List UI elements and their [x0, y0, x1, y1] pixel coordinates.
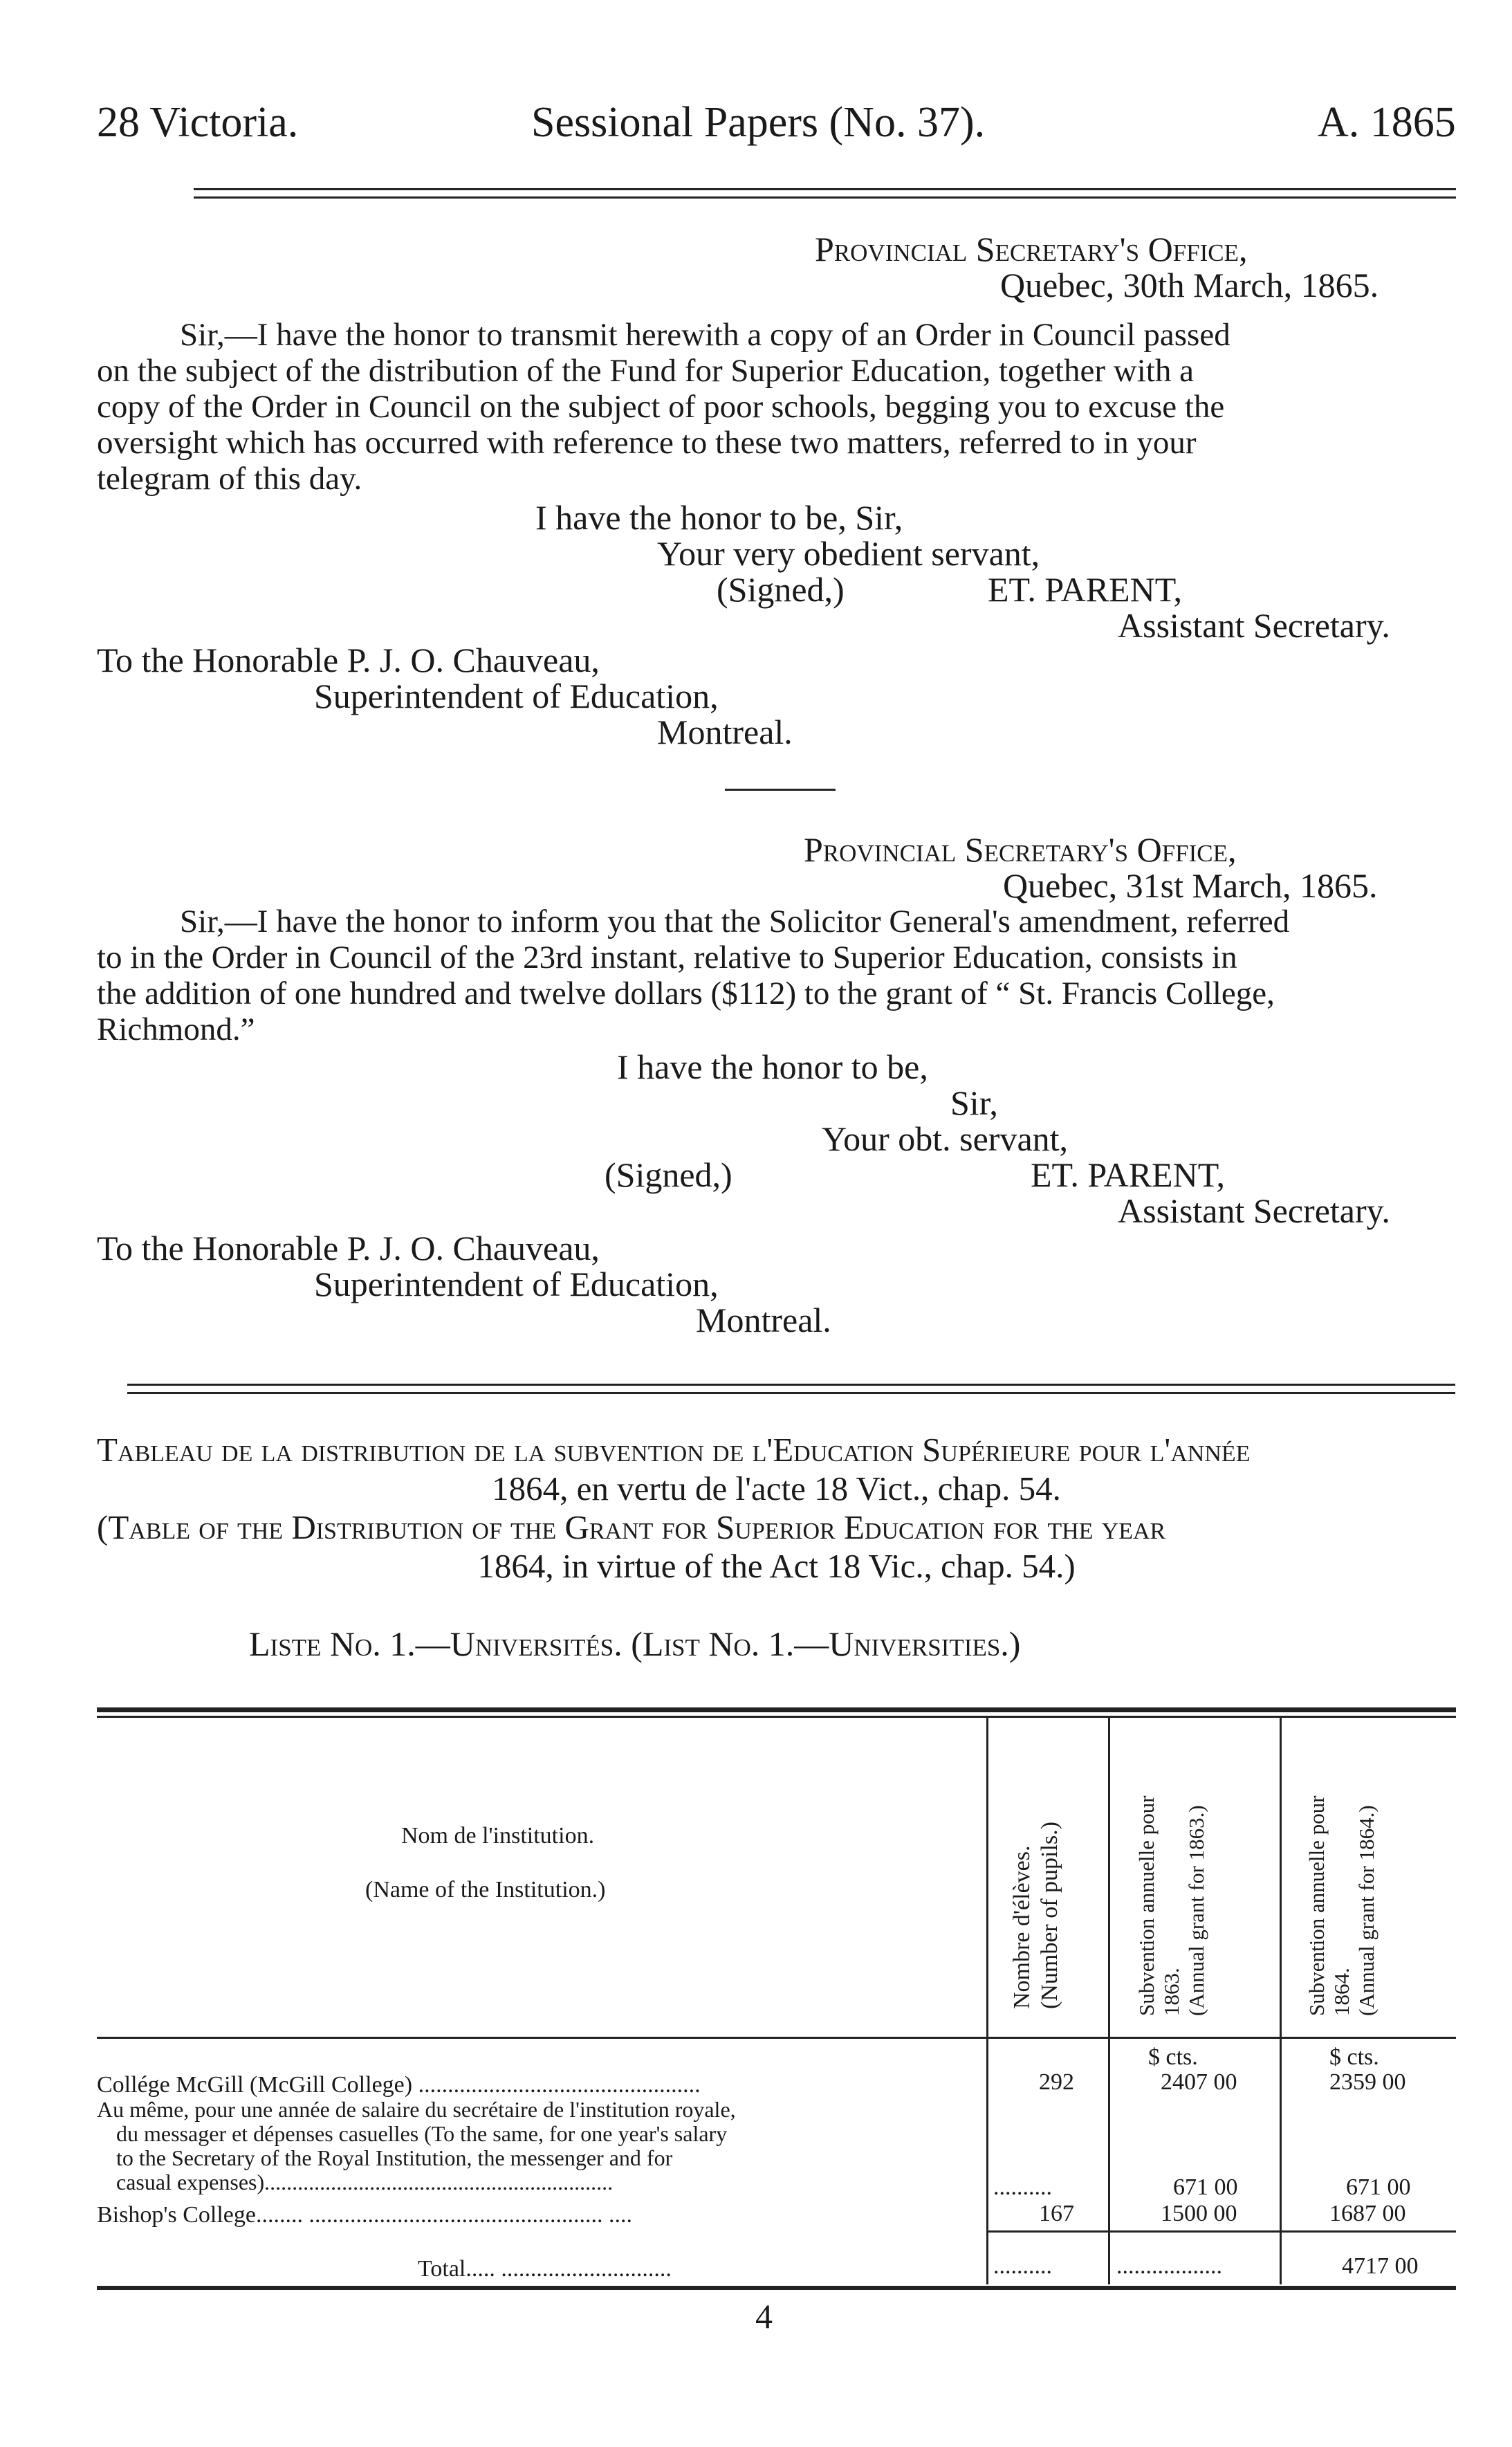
- total-pupils: ..........: [993, 2253, 1052, 2279]
- table-subtotal-rule: [986, 2230, 1456, 2233]
- letter1-addressee-city: Montreal.: [657, 713, 793, 751]
- table-row-name: [97, 2098, 736, 2194]
- header-rule-bottom: [194, 196, 1456, 199]
- list-heading: Liste No. 1.—Universités. (List No. 1.—Universities.): [249, 1624, 1021, 1663]
- letter-separator: [725, 789, 836, 791]
- table-row-name-line: casual expenses)...............................................................: [116, 2170, 614, 2194]
- letter1-body-line: oversight which has occurred with reference to these two matters, referred to in your: [97, 425, 1197, 461]
- header-rule-top: [194, 188, 1456, 190]
- letter1-addressee-title: Superintendent of Education,: [314, 677, 719, 715]
- table-top-rule: [97, 1707, 1456, 1712]
- column-header-pupils-fr: Nombre d'élèves.: [1009, 1845, 1035, 2009]
- total-grant-1863: ..................: [1116, 2253, 1222, 2279]
- section-rule-bottom: [127, 1392, 1455, 1394]
- letter1-body-line: Sir,—I have the honor to transmit herewith a copy of an Order in Council passed: [180, 317, 1230, 353]
- table-row-grant-1863: 671 00: [1173, 2174, 1238, 2200]
- table-bottom-rule: [97, 2286, 1456, 2290]
- page-number: 4: [755, 2297, 773, 2336]
- column-header-grant-1864-en: (Annual grant for 1864.): [1354, 1805, 1379, 2016]
- table-row-grant-1864: 2359 00: [1329, 2069, 1406, 2095]
- table-title-line: Tableau de la distribution de la subvention de l'Education Supérieure pour l'année: [97, 1431, 1251, 1469]
- units-1863: $ cts.: [1148, 2044, 1198, 2070]
- letter2-signer-title: Assistant Secretary.: [1118, 1191, 1390, 1230]
- table-row-grant-1863: 2407 00: [1161, 2069, 1237, 2095]
- column-header-grant-1864-fr: Subvention annuelle pour: [1304, 1795, 1329, 2016]
- column-header-grant-1863: [1134, 1795, 1209, 2016]
- table-row-grant-1863: 1500 00: [1161, 2201, 1237, 2226]
- letter1-signer: ET. PARENT,: [988, 570, 1183, 609]
- letter2-signed: (Signed,): [605, 1155, 732, 1194]
- total-grant-1864: 4717 00: [1342, 2253, 1419, 2279]
- letter2-office: Provincial Secretary's Office,: [804, 830, 1237, 869]
- total-label: Total..... .............................: [418, 2256, 672, 2282]
- letter2-closing1: I have the honor to be,: [617, 1047, 928, 1086]
- letter2-body-line: the addition of one hundred and twelve dollars ($112) to the grant of “ St. Francis College,: [97, 975, 1275, 1011]
- column-header-grant-1863-en: (Annual grant for 1863.): [1184, 1805, 1208, 2016]
- letter2-closing2: Sir,: [950, 1083, 998, 1122]
- letter1-signed: (Signed,): [717, 570, 845, 609]
- column-header-grant-1863-year: 1863.: [1159, 1968, 1183, 2016]
- column-header-pupils-en: (Number of pupils.): [1037, 1821, 1062, 2009]
- table-row-pupils: 167: [1039, 2201, 1074, 2226]
- table-row-name: Bishop's College........ .................................................. ....: [97, 2202, 632, 2228]
- letter2-closing3: Your obt. servant,: [822, 1119, 1069, 1158]
- table-column-divider: [1280, 1716, 1282, 2284]
- table-title-line: 1864, in virtue of the Act 18 Vic., chap. 54.): [477, 1547, 1076, 1585]
- column-header-grant-1864: [1304, 1795, 1379, 2016]
- table-title-line: 1864, en vertu de l'acte 18 Vict., chap. 54.: [492, 1469, 1061, 1507]
- letter2-body-line: Sir,—I have the honor to inform you that the Solicitor General's amendment, referred: [180, 904, 1290, 940]
- header-left: 28 Victoria.: [97, 99, 299, 146]
- letter2-addressee: To the Honorable P. J. O. Chauveau,: [97, 1229, 600, 1267]
- letter1-office: Provincial Secretary's Office,: [815, 230, 1248, 268]
- letter1-closing1: I have the honor to be, Sir,: [535, 498, 903, 537]
- letter2-body-line: to in the Order in Council of the 23rd instant, relative to Superior Education, consists in: [97, 940, 1237, 975]
- table-row-name: Collége McGill (McGill College) ................................................: [97, 2072, 701, 2098]
- table-row-grant-1864: 1687 00: [1329, 2201, 1406, 2226]
- units-1864: $ cts.: [1329, 2044, 1379, 2070]
- column-header-grant-1863-fr: Subvention annuelle pour: [1134, 1795, 1159, 2016]
- table-title-line: (Table of the Distribution of the Grant for Superior Education for the year: [97, 1508, 1166, 1546]
- column-header-grant-1864-year: 1864.: [1329, 1968, 1354, 2016]
- letter1-signer-title: Assistant Secretary.: [1118, 606, 1390, 645]
- letter2-signer: ET. PARENT,: [1031, 1155, 1226, 1194]
- letter1-body-line: on the subject of the distribution of the Fund for Superior Education, together with a: [97, 353, 1194, 389]
- column-header-name-fr: Nom de l'institution.: [401, 1823, 595, 1849]
- table-column-divider: [986, 1716, 988, 2284]
- table-column-divider: [1108, 1716, 1110, 2284]
- letter1-place-date: Quebec, 30th March, 1865.: [1000, 266, 1379, 304]
- table-row-pupils: ..........: [993, 2174, 1052, 2200]
- table-top-rule-thin: [97, 1716, 1456, 1718]
- table-row-name-line: Au même, pour une année de salaire du secrétaire de l'institution royale,: [97, 2097, 736, 2122]
- table-title: [97, 1431, 1456, 1586]
- header-right: A. 1865: [1318, 99, 1456, 146]
- table-header-rule: [97, 2037, 1456, 2039]
- column-header-name-en: (Name of the Institution.): [365, 1877, 606, 1903]
- column-header-pupils: [1008, 1822, 1064, 2009]
- section-rule-top: [127, 1384, 1455, 1386]
- table-row-name-line: du messager et dépenses casuelles (To the same, for one year's salary: [116, 2121, 728, 2146]
- letter2-body-line: Richmond.”: [97, 1011, 255, 1047]
- table-row-grant-1864: 671 00: [1346, 2174, 1411, 2200]
- letter2-place-date: Quebec, 31st March, 1865.: [1003, 866, 1378, 905]
- header-center: Sessional Papers (No. 37).: [531, 99, 986, 146]
- letter2-addressee-city: Montreal.: [696, 1301, 831, 1339]
- letter1-body-line: telegram of this day.: [97, 461, 362, 497]
- table-row-pupils: 292: [1039, 2069, 1074, 2095]
- letter2-body: [97, 904, 1456, 1047]
- letter2-addressee-title: Superintendent of Education,: [314, 1265, 719, 1303]
- letter1-addressee: To the Honorable P. J. O. Chauveau,: [97, 641, 600, 679]
- letter1-body-line: copy of the Order in Council on the subject of poor schools, begging you to excuse the: [97, 389, 1225, 425]
- letter1-closing2: Your very obedient servant,: [657, 534, 1040, 573]
- letter1-body: [97, 317, 1456, 497]
- table-row-name-line: to the Secretary of the Royal Institution, the messenger and for: [116, 2145, 673, 2170]
